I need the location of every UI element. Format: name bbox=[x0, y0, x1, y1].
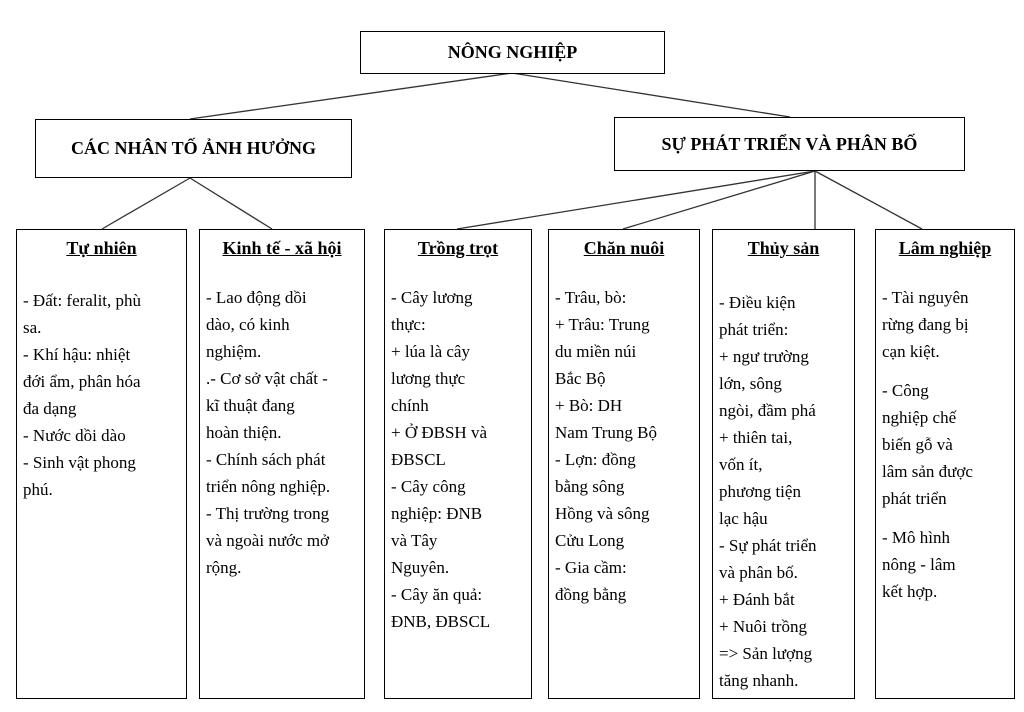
column-line: - Điều kiện bbox=[719, 293, 796, 312]
column-line: lớn, sông bbox=[719, 374, 782, 393]
connector-root-left bbox=[190, 73, 512, 119]
column-line: chính bbox=[391, 396, 429, 415]
column-line: + Đánh bắt bbox=[719, 590, 795, 609]
column-title: Trồng trọt bbox=[417, 238, 499, 258]
column-line: nghiệm. bbox=[206, 342, 262, 361]
column-line: - Gia cầm: bbox=[555, 558, 627, 577]
column-lines bbox=[391, 284, 525, 635]
connector-left-kinhte bbox=[190, 178, 272, 229]
column-line: bằng sông bbox=[555, 477, 625, 496]
connector-root-right bbox=[512, 73, 790, 117]
column-line: tăng nhanh. bbox=[719, 671, 799, 690]
column-line: + Ở ĐBSH và bbox=[391, 423, 488, 442]
column-line: Nam Trung Bộ bbox=[555, 423, 658, 442]
column-kinh-te-xa-hoi bbox=[199, 229, 365, 699]
column-line: dào, có kinh bbox=[206, 315, 290, 334]
column-line: + lúa là cây bbox=[391, 342, 470, 361]
connector-left-tunhien bbox=[102, 178, 190, 229]
column-lines bbox=[719, 289, 848, 694]
column-line: - Cây lương bbox=[391, 288, 473, 307]
branch-factors-node bbox=[35, 119, 352, 178]
column-gap bbox=[882, 512, 1008, 524]
column-line: đới ẩm, phân hóa bbox=[23, 372, 141, 391]
column-line: - Khí hậu: nhiệt bbox=[23, 345, 131, 364]
column-trong-trot bbox=[384, 229, 532, 699]
column-line: - Cây công bbox=[391, 477, 466, 496]
column-thuy-san bbox=[712, 229, 855, 699]
column-lines bbox=[882, 284, 1008, 605]
column-line: - Thị trường trong bbox=[206, 504, 330, 523]
column-line: .- Cơ sở vật chất - bbox=[206, 369, 328, 388]
column-line: du miền núi bbox=[555, 342, 637, 361]
column-line: phú. bbox=[23, 480, 53, 499]
column-line: rừng đang bị bbox=[882, 315, 969, 334]
column-line: thực: bbox=[391, 315, 426, 334]
column-line: Hồng và sông bbox=[555, 504, 650, 523]
branch-development-label: SỰ PHÁT TRIỂN VÀ PHÂN BỐ bbox=[661, 133, 918, 154]
column-line: biến gỗ và bbox=[882, 435, 953, 454]
column-lines bbox=[555, 284, 693, 608]
column-title: Kinh tế - xã hội bbox=[222, 238, 342, 258]
connector-right-lamnghiep bbox=[815, 171, 922, 229]
column-lines bbox=[23, 287, 180, 503]
column-gap bbox=[882, 365, 1008, 377]
column-line: lâm sản được bbox=[882, 462, 973, 481]
column-line: - Lao động dồi bbox=[206, 288, 307, 307]
column-line: rộng. bbox=[206, 558, 242, 577]
column-line: ĐBSCL bbox=[391, 450, 446, 469]
column-title: Thủy sản bbox=[747, 238, 820, 258]
column-line: - Tài nguyên bbox=[882, 288, 969, 307]
column-line: nghiệp chế bbox=[882, 408, 957, 427]
column-line: phương tiện bbox=[719, 482, 801, 501]
column-line: ngòi, đầm phá bbox=[719, 401, 816, 420]
column-line: - Đất: feralit, phù bbox=[23, 291, 142, 310]
column-line: - Mô hình bbox=[882, 528, 950, 547]
column-line: Nguyên. bbox=[391, 558, 450, 577]
column-line: và Tây bbox=[391, 531, 438, 550]
column-line: ĐNB, ĐBSCL bbox=[391, 612, 491, 631]
column-title: Chăn nuôi bbox=[583, 238, 665, 258]
column-line: - Sinh vật phong bbox=[23, 453, 136, 472]
column-line: + thiên tai, bbox=[719, 428, 793, 447]
column-line: - Nước dồi dào bbox=[23, 426, 126, 445]
branch-development-node bbox=[614, 117, 965, 171]
column-line: - Lợn: đồng bbox=[555, 450, 636, 469]
column-line: + ngư trường bbox=[719, 347, 809, 366]
column-line: Cửu Long bbox=[555, 531, 625, 550]
root-label: NÔNG NGHIỆP bbox=[447, 42, 578, 62]
column-line: kĩ thuật đang bbox=[206, 396, 295, 415]
column-line: và phân bố. bbox=[719, 563, 798, 582]
column-title: Tự nhiên bbox=[66, 238, 137, 258]
connector-right-trongtrot bbox=[457, 171, 815, 229]
column-lines bbox=[206, 284, 358, 581]
column-line: phát triển bbox=[882, 489, 947, 508]
column-line: - Cây ăn quả: bbox=[391, 585, 483, 604]
column-line: + Bò: DH bbox=[555, 396, 623, 415]
column-line: kết hợp. bbox=[882, 582, 938, 601]
column-tu-nhien bbox=[16, 229, 187, 699]
column-line: lạc hậu bbox=[719, 509, 768, 528]
column-line: phát triển: bbox=[719, 320, 789, 339]
column-chan-nuoi bbox=[548, 229, 700, 699]
column-line: - Trâu, bò: bbox=[555, 288, 627, 307]
column-line: nông - lâm bbox=[882, 555, 956, 574]
branch-factors-label: CÁC NHÂN TỐ ẢNH HƯỞNG bbox=[70, 138, 316, 158]
column-line: đồng bằng bbox=[555, 585, 627, 604]
column-line: cạn kiệt. bbox=[882, 342, 940, 361]
column-line: nghiệp: ĐNB bbox=[391, 504, 483, 523]
column-line: - Chính sách phát bbox=[206, 450, 326, 469]
column-title: Lâm nghiệp bbox=[898, 238, 992, 258]
column-line: đa dạng bbox=[23, 399, 77, 418]
column-line: Bắc Bộ bbox=[555, 369, 606, 388]
column-line: lương thực bbox=[391, 369, 466, 388]
column-line: hoàn thiện. bbox=[206, 423, 282, 442]
root-node bbox=[360, 31, 665, 74]
column-line: + Nuôi trồng bbox=[719, 617, 807, 636]
column-lam-nghiep bbox=[875, 229, 1015, 699]
column-line: - Công bbox=[882, 381, 929, 400]
column-line: + Trâu: Trung bbox=[555, 315, 650, 334]
column-line: vốn ít, bbox=[719, 455, 763, 474]
column-line: sa. bbox=[23, 318, 42, 337]
column-line: - Sự phát triển bbox=[719, 536, 817, 555]
connector-right-channuoi bbox=[623, 171, 815, 229]
column-line: triển nông nghiệp. bbox=[206, 477, 331, 496]
column-line: và ngoài nước mở bbox=[206, 531, 330, 550]
column-line: => Sản lượng bbox=[719, 644, 813, 663]
